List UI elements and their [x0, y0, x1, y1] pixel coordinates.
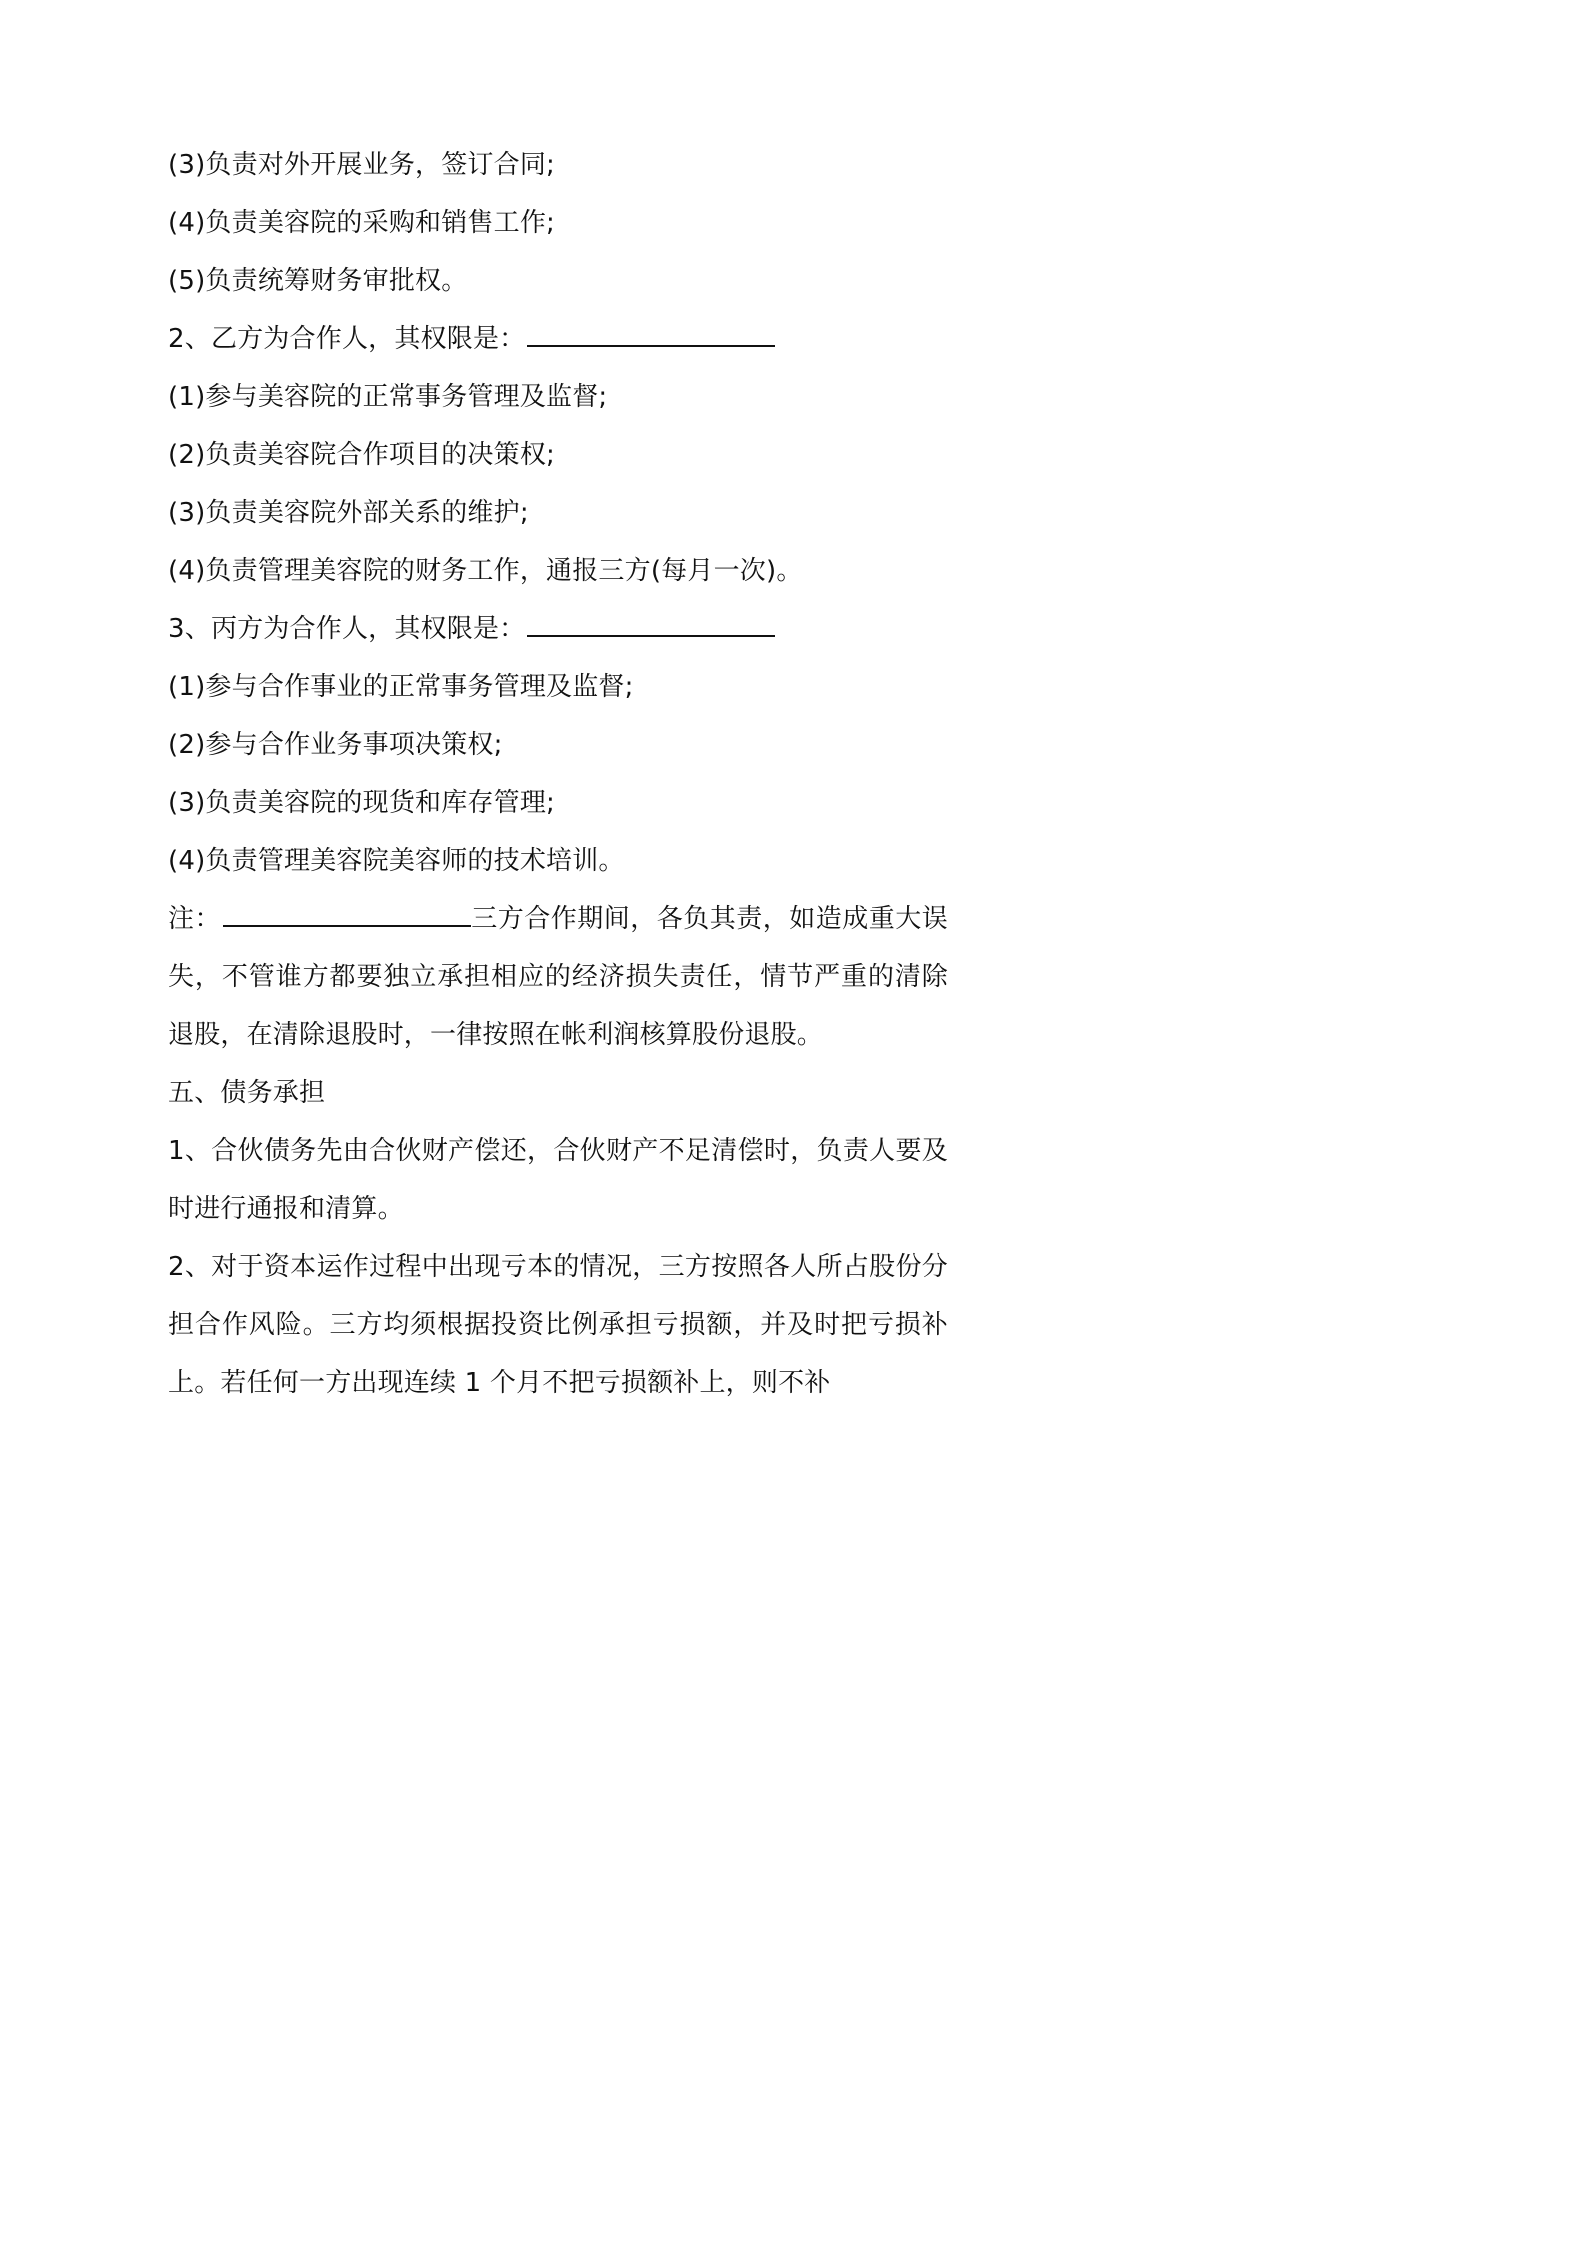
party-c-heading	[168, 600, 948, 658]
document-page	[0, 0, 1101, 1558]
party-c-blank-line	[527, 605, 775, 637]
party-c-item-2: (2)参与合作业务事项决策权;	[168, 730, 503, 760]
clause-a3: (3)负责对外开展业务，签订合同;	[168, 150, 555, 180]
party-b-item-4: (4)负责管理美容院的财务工作，通报三方(每月一次)。	[168, 556, 803, 586]
party-c-item-1: (1)参与合作事业的正常事务管理及监督;	[168, 672, 634, 702]
party-c-item-4: (4)负责管理美容院美容师的技术培训。	[168, 846, 625, 876]
party-b-heading-text: 2、乙方为合作人，其权限是：	[168, 324, 526, 354]
section-five-clause-2: 2、对于资本运作过程中出现亏本的情况，三方按照各人所占股份分担合作风险。三方均须根据投资比例承担亏损额，并及时把亏损补上。若任何一方出现连续 1 个月不把亏损额补上，则不补	[168, 1252, 948, 1398]
section-five-clause-1: 1、合伙债务先由合伙财产偿还，合伙财产不足清偿时，负责人要及时进行通报和清算。	[168, 1136, 948, 1224]
note-blank-line	[223, 895, 471, 927]
clause-a5: (5)负责统筹财务审批权。	[168, 266, 468, 296]
note-prefix: 注：	[168, 904, 221, 934]
section-five-title: 五、债务承担	[168, 1078, 326, 1108]
party-b-item-3: (3)负责美容院外部关系的维护;	[168, 498, 529, 528]
document-body	[168, 136, 948, 1412]
party-b-item-2: (2)负责美容院合作项目的决策权;	[168, 440, 555, 470]
note-paragraph	[168, 890, 948, 1064]
note-text: 三方合作期间，各负其责，如造成重大误失，不管谁方都要独立承担相应的经济损失责任，情节严重的清除退股，在清除退股时，一律按照在帐利润核算股份退股。	[168, 904, 948, 1050]
party-b-blank-line	[527, 315, 775, 347]
party-c-item-3: (3)负责美容院的现货和库存管理;	[168, 788, 555, 818]
party-c-heading-text: 3、丙方为合作人，其权限是：	[168, 614, 526, 644]
party-b-heading	[168, 310, 948, 368]
clause-a4: (4)负责美容院的采购和销售工作;	[168, 208, 555, 238]
party-b-item-1: (1)参与美容院的正常事务管理及监督;	[168, 382, 608, 412]
